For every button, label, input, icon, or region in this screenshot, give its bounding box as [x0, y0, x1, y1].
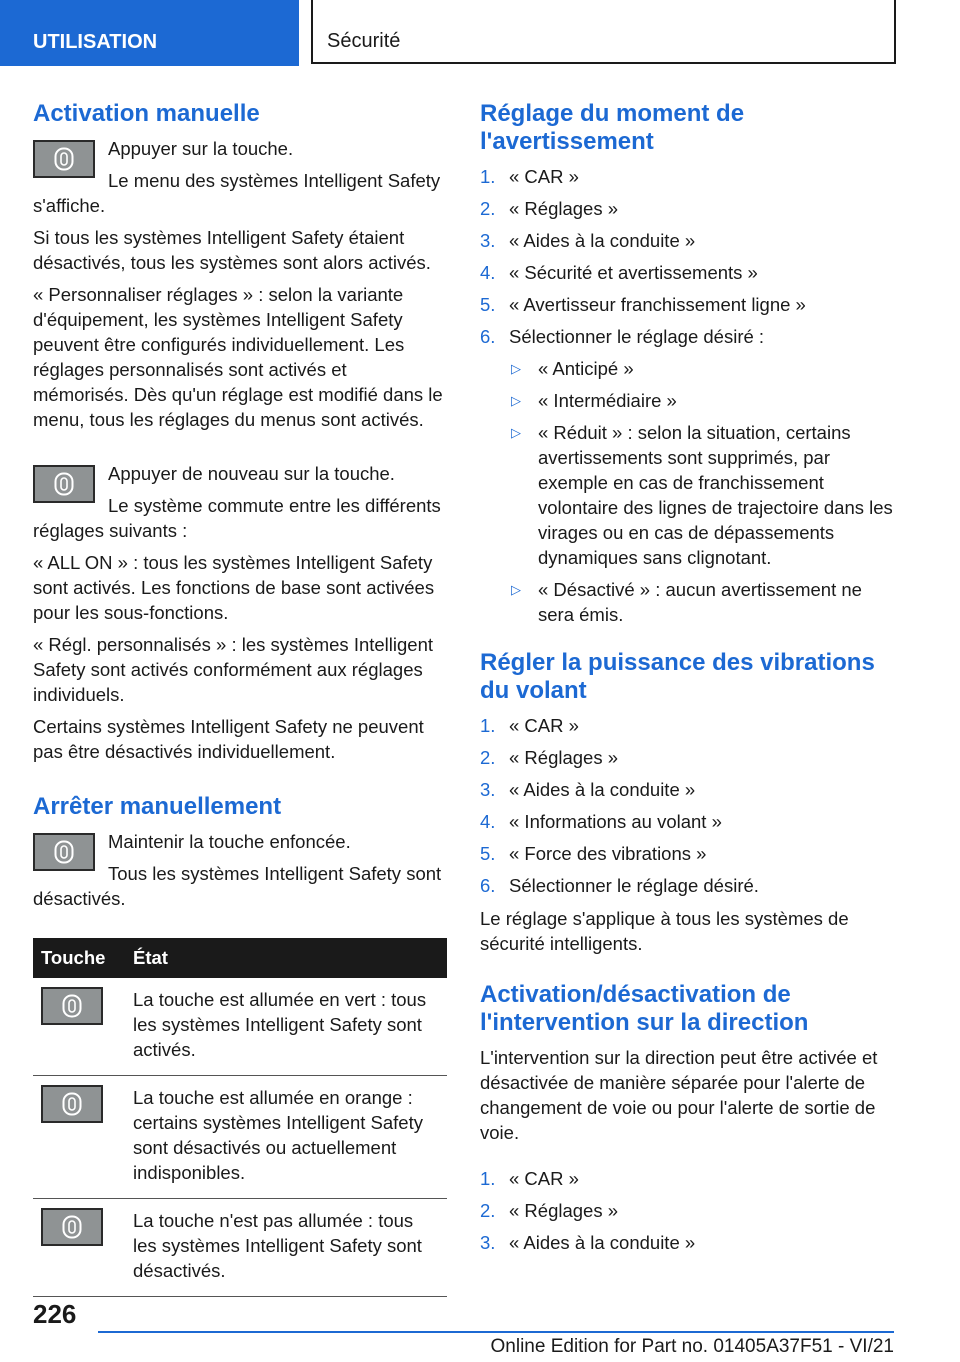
- list-item: ▷ « Réduit » : selon la situation, certains avertissements sont supprimés, par exemple en cas de franchissement volontaire des lignes de trajectoire dans les virages ou en cas de dépassements dynamiques sans clignotant.: [511, 422, 893, 568]
- intelligent-safety-button-icon: [33, 140, 95, 178]
- paragraph: « Régl. personnalisés » : les systèmes Intelligent Safety sont activés conformément aux réglages individuels.: [33, 634, 434, 705]
- page-number: 226: [33, 1299, 77, 1329]
- list-item: 1. « CAR »: [480, 1168, 579, 1189]
- triangle-bullet-icon: ▷: [511, 361, 521, 376]
- list-item: 4. « Informations au volant »: [480, 811, 722, 832]
- heading-arreter-manuellement: Arrêter manuellement: [33, 793, 282, 820]
- paragraph: « ALL ON » : tous les systèmes Intelligent Safety sont activés. Les fonctions de base sont activées pour les sous-fonctions.: [33, 552, 435, 623]
- list-item: 6. Sélectionner le réglage désiré : ▷ « Anticipé » ▷ « Intermédiaire » ▷ « Réduit » : selon la situation, certains avertissements sont supprimés, par exemple en cas de franchissement volontaire des lignes de trajectoire dans les virages ou en cas de dépassements dynamiques sans clignotant. ▷ « Désactivé » : aucun avertissement ne sera émis.: [480, 326, 893, 625]
- table-row: [33, 1199, 447, 1297]
- list-item: 6. Sélectionner le réglage désiré.: [480, 875, 759, 896]
- heading-activation-manuelle: Activation manuelle: [33, 100, 260, 127]
- list-item: 2. « Réglages »: [480, 1200, 619, 1221]
- paragraph: Maintenir la touche enfoncée.: [108, 831, 351, 852]
- list-item: 2. « Réglages »: [480, 198, 619, 219]
- page-header: [0, 0, 960, 66]
- list-item: 4. « Sécurité et avertissements »: [480, 262, 758, 283]
- table-cell: La touche est allumée en orange : certains systèmes Intelligent Safety sont désactivés ou actuellement indisponibles.: [125, 1076, 447, 1199]
- option-list: [509, 356, 894, 627]
- list-item: 5. « Avertisseur franchissement ligne »: [480, 294, 806, 315]
- paragraph: Le menu des systèmes Intelligent Safety s'affiche.: [33, 170, 441, 216]
- paragraph: Appuyer de nouveau sur la touche.: [108, 463, 395, 484]
- steps-list-1: [480, 164, 894, 627]
- paragraph: Tous les systèmes Intelligent Safety sont désactivés.: [33, 863, 442, 909]
- list-item: 1. « CAR »: [480, 166, 579, 187]
- intelligent-safety-button-icon: [41, 1208, 103, 1246]
- intelligent-safety-button-icon: [41, 1085, 103, 1123]
- paragraph: Si tous les systèmes Intelligent Safety étaient désactivés, tous les systèmes sont alors activés.: [33, 227, 431, 273]
- edition-footer: Online Edition for Part no. 01405A37F51 - VI/21: [490, 1336, 894, 1357]
- table-header-touche: Touche: [33, 938, 125, 978]
- steps-list-3: [480, 1166, 894, 1255]
- heading-vibrations-volant: Régler la puissance des vibrations du volant: [480, 649, 875, 704]
- list-item: 5. « Force des vibrations »: [480, 843, 707, 864]
- heading-intervention-direction: Activation/désactivation de l'intervention sur la direction: [480, 981, 809, 1036]
- right-column: [480, 100, 894, 1263]
- button-block-2: [33, 461, 447, 543]
- intelligent-safety-button-icon: [33, 833, 95, 871]
- intelligent-safety-button-icon: [33, 465, 95, 503]
- list-item: ▷ « Désactivé » : aucun avertissement ne sera émis.: [511, 579, 862, 625]
- button-state-table: [33, 938, 447, 1297]
- paragraph: L'intervention sur la direction peut être activée et désactivée de manière séparée pour l'alerte de changement de voie ou pour l'alerte de sortie de voie.: [480, 1047, 878, 1143]
- table-header-etat: État: [125, 938, 447, 978]
- list-item: 1. « CAR »: [480, 715, 579, 736]
- list-item: 3. « Aides à la conduite »: [480, 1232, 696, 1253]
- paragraph: « Personnaliser réglages » : selon la variante d'équipement, les systèmes Intelligent Safety peuvent être configurés individuellement. Les réglages personnalisés sont activés et mémorisés. Dès qu'un réglage est modifié dans le menu, tous les réglages du menus sont activés.: [33, 284, 443, 430]
- list-item: 3. « Aides à la conduite »: [480, 230, 696, 251]
- list-item: ▷ « Intermédiaire »: [511, 390, 677, 411]
- subsection-title: Sécurité: [311, 0, 896, 64]
- left-column: [33, 100, 447, 1297]
- heading-reglage-moment: Réglage du moment de l'avertissement: [480, 100, 745, 155]
- paragraph: Certains systèmes Intelligent Safety ne peuvent pas être désactivés individuellement.: [33, 716, 424, 762]
- paragraph: Appuyer sur la touche.: [108, 138, 294, 159]
- footer-divider: [98, 1331, 894, 1333]
- intelligent-safety-button-icon: [41, 987, 103, 1025]
- button-block-1: [33, 136, 447, 218]
- paragraph: Le réglage s'applique à tous les systèmes de sécurité intelligents.: [480, 908, 849, 954]
- section-title: UTILISATION: [0, 0, 299, 66]
- table-cell: La touche est allumée en vert : tous les systèmes Intelligent Safety sont activés.: [125, 978, 447, 1076]
- triangle-bullet-icon: ▷: [511, 582, 521, 597]
- triangle-bullet-icon: ▷: [511, 393, 521, 408]
- button-block-3: [33, 829, 447, 911]
- table-cell: La touche n'est pas allumée : tous les systèmes Intelligent Safety sont désactivés.: [125, 1199, 447, 1297]
- paragraph: Le système commute entre les différents réglages suivants :: [33, 495, 441, 541]
- steps-list-2: [480, 713, 894, 898]
- list-item: ▷ « Anticipé »: [511, 358, 634, 379]
- list-item: 2. « Réglages »: [480, 747, 619, 768]
- list-item: 3. « Aides à la conduite »: [480, 779, 696, 800]
- table-row: [33, 978, 447, 1076]
- triangle-bullet-icon: ▷: [511, 425, 521, 440]
- table-row: [33, 1076, 447, 1199]
